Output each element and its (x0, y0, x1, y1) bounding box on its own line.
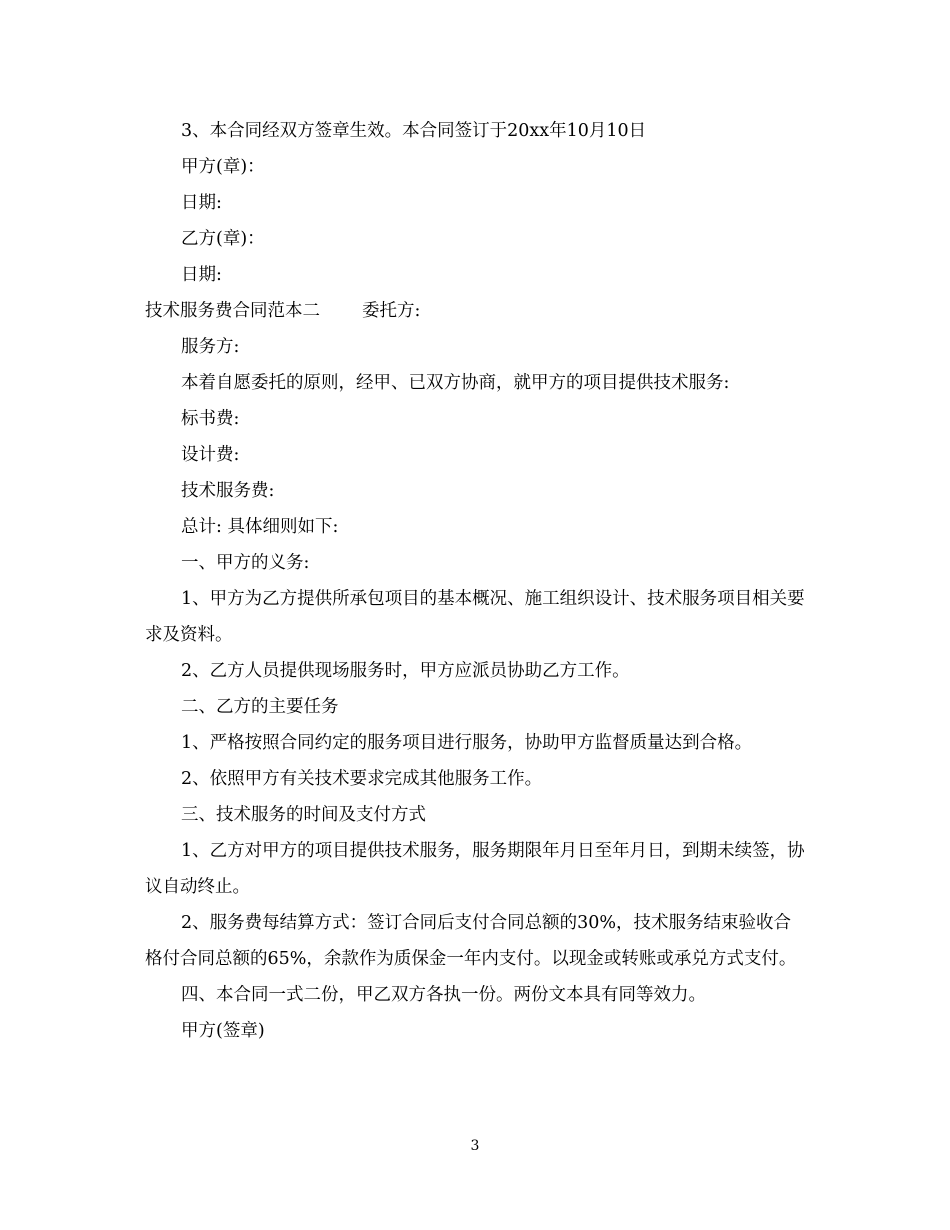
document-body (145, 113, 805, 1049)
paragraph-effective-clause: 3、本合同经双方签章生效。本合同签订于20xx年10月10日 (181, 121, 647, 141)
paragraph-service-party: 服务方: (181, 337, 240, 357)
paragraph-service-period: 1、乙方对甲方的项目提供技术服务，服务期限年月日至年月日，到期未续签，协议自动终止。 (145, 841, 805, 897)
paragraph-task-2: 2、依照甲方有关技术要求完成其他服务工作。 (181, 769, 543, 789)
heading-time-payment: 三、技术服务的时间及支付方式 (181, 805, 426, 825)
client-label: 委托方: (362, 301, 421, 321)
paragraph-date-a: 日期: (181, 193, 222, 213)
paragraph-task-1: 1、严格按照合同约定的服务项目进行服务，协助甲方监督质量达到合格。 (181, 733, 753, 753)
paragraph-payment-method: 2、服务费每结算方式：签订合同后支付合同总额的30%，技术服务结束验收合格付合同总额的65%，余款作为质保金一年内支付。以现金或转账或承兑方式支付。 (145, 913, 797, 969)
paragraph-copies: 四、本合同一式二份，甲乙双方各执一份。两份文本具有同等效力。 (181, 985, 706, 1005)
paragraph-party-a-seal: 甲方(章)： (181, 157, 265, 177)
heading-party-a-obligations: 一、甲方的义务: (181, 553, 310, 573)
paragraph-design-fee: 设计费: (181, 445, 240, 465)
page-number: 3 (470, 1138, 480, 1154)
paragraph-obligation-2: 2、乙方人员提供现场服务时，甲方应派员协助乙方工作。 (181, 661, 630, 681)
paragraph-date-b: 日期: (181, 265, 222, 285)
paragraph-party-b-seal: 乙方(章)： (181, 229, 265, 249)
section-heading-line (145, 293, 805, 329)
paragraph-obligation-1: 1、甲方为乙方提供所承包项目的基本概况、施工组织设计、技术服务项目相关要求及资料。 (145, 589, 805, 645)
paragraph-principle: 本着自愿委托的原则，经甲、已双方协商，就甲方的项目提供技术服务: (181, 373, 730, 393)
heading-party-b-tasks: 二、乙方的主要任务 (181, 697, 339, 717)
paragraph-total: 总计: 具体细则如下: (181, 517, 339, 537)
paragraph-tech-service-fee: 技术服务费: (181, 481, 275, 501)
paragraph-party-a-signature: 甲方(签章) (181, 1021, 265, 1041)
paragraph-bid-fee: 标书费: (181, 409, 240, 429)
section-title: 技术服务费合同范本二 (145, 301, 320, 321)
